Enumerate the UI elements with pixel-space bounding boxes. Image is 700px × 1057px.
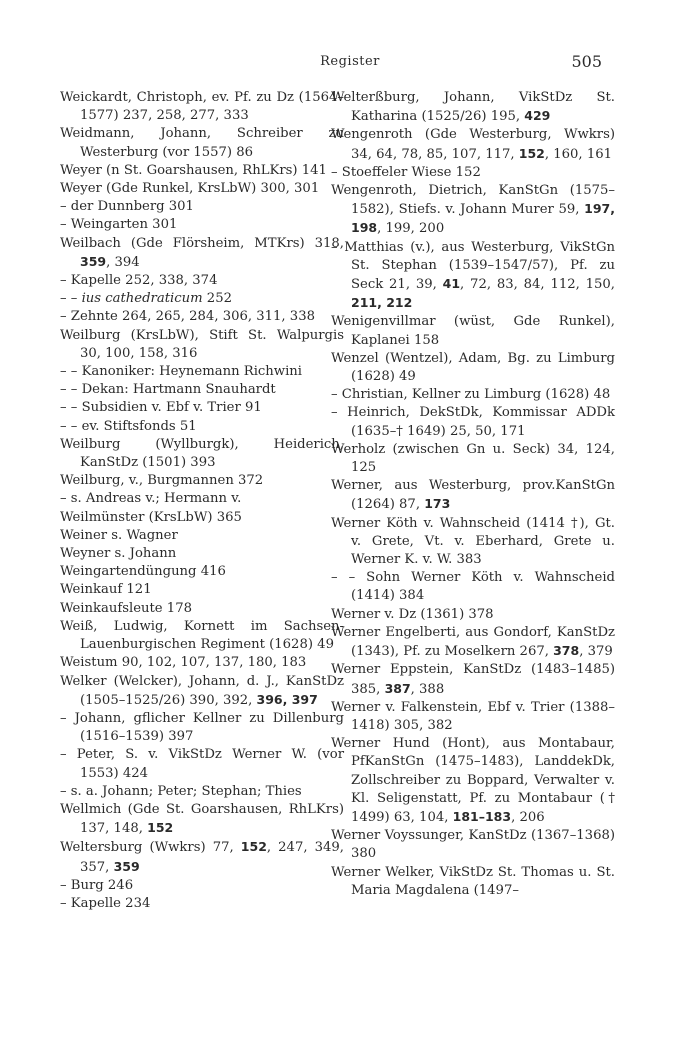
entry-text: – Matthias (v.), aus Westerburg, VikStGn St. Stephan (1539–1547/57), Pf. zu Seck 21, 39, xyxy=(331,239,615,293)
page-ref-bold: 152 xyxy=(240,839,267,855)
entry-text: – Zehnte 264, 265, 284, 306, 311, 338 xyxy=(60,309,315,325)
entry-text: – Heinrich, DekStDk, Kommissar ADDk (1635–† 1649) 25, 50, 171 xyxy=(331,405,615,439)
page-number: 505 xyxy=(571,52,602,71)
entry-text: – – ev. Stiftsfonds 51 xyxy=(60,418,197,434)
entry-text: Welterßburg, Johann, VikStDz St. Katharina (1525/26) 195, xyxy=(331,90,615,125)
index-entry xyxy=(60,746,344,782)
entry-text: Weinkauf 121 xyxy=(60,582,152,598)
index-entry xyxy=(60,180,344,198)
entry-text: – – Sohn Werner Köth v. Wahnscheid (1414) 384 xyxy=(331,570,615,604)
entry-text: Wengenroth, Dietrich, KanStGn (1575–1582), Stiefs. v. Johann Murer 59, xyxy=(331,183,615,218)
entry-text: , 160, 161 xyxy=(544,146,612,162)
index-entry xyxy=(60,563,344,581)
page-ref-bold: 378 xyxy=(553,643,580,659)
index-entry xyxy=(60,618,344,654)
page-ref-bold: 181–183 xyxy=(452,808,512,824)
entry-text: Weinkaufsleute 178 xyxy=(60,600,192,616)
index-entry xyxy=(60,600,344,618)
index-entry xyxy=(60,673,344,710)
entry-text: , 72, 83, 84, 112, 150, xyxy=(460,277,615,293)
entry-text: Werner Köth v. Wahnscheid (1414 †), Gt. v. Grete, Vt. v. Eberhard, Grete u. Werner K. v. W. 383 xyxy=(331,515,615,568)
index-entry xyxy=(60,363,344,381)
entry-text: Werner, aus Westerburg, prov.KanStGn (1264) 87, xyxy=(331,478,615,513)
index-entry xyxy=(331,164,615,182)
index-entry xyxy=(331,606,615,624)
index-entry xyxy=(60,838,344,876)
page-ref-bold: 429 xyxy=(524,108,551,124)
index-entry xyxy=(60,801,344,838)
entry-text: Werner Hund (Hont), aus Montabaur, PfKanStGn (1475–1483), LanddekDk, Zollschreiber zu Boppard, Verwalter v. Kl. Seligenstatt, Pf. zu Montabaur († 1499) 63, 104, xyxy=(331,736,615,825)
index-entry xyxy=(331,515,615,570)
entry-text: – – Kanoniker: Heynemann Richwini xyxy=(60,364,303,380)
entry-text: Wellmich (Gde St. Goarshausen, RhLKrs) 137, 148, xyxy=(60,801,344,837)
entry-text: Werner Eppstein, KanStDz (1483–1485) 385, xyxy=(331,662,615,697)
index-entry xyxy=(60,198,344,216)
index-entry xyxy=(331,182,615,239)
page-ref-bold: 41 xyxy=(442,276,461,292)
page-ref-bold: 211, 212 xyxy=(351,295,413,311)
entry-text: Weyer (Gde Runkel, KrsLbW) 300, 301 xyxy=(60,181,320,197)
index-entry xyxy=(60,399,344,417)
index-entry xyxy=(60,272,344,290)
index-entry xyxy=(331,313,615,349)
entry-text: – Weingarten 301 xyxy=(60,217,178,233)
entry-text: Weiß, Ludwig, Kornett im Sachsen-Lauenburgischen Regiment (1628) 49 xyxy=(60,618,344,653)
page-ref-bold: 173 xyxy=(424,496,451,512)
entry-text: – Burg 246 xyxy=(60,877,134,893)
index-entry xyxy=(60,509,344,527)
index-entry xyxy=(60,895,344,913)
entry-text: – Kapelle 252, 338, 374 xyxy=(60,273,218,289)
index-entry xyxy=(60,125,344,161)
index-entry xyxy=(60,710,344,746)
index-entry xyxy=(60,89,344,125)
index-entry xyxy=(60,418,344,436)
index-entry xyxy=(331,569,615,605)
index-entry xyxy=(331,404,615,440)
entry-text: Weilbach (Gde Flörsheim, MTKrs) 318, xyxy=(60,235,344,251)
index-entry xyxy=(60,581,344,599)
entry-text: Weilmünster (KrsLbW) 365 xyxy=(60,509,242,525)
index-entry xyxy=(331,735,615,827)
entry-text: – der Dunnberg 301 xyxy=(60,199,194,215)
entry-text: , 388 xyxy=(410,681,445,697)
running-header-title: Register xyxy=(320,54,380,69)
index-entry xyxy=(60,290,344,308)
entry-text: – s. a. Johann; Peter; Stephan; Thies xyxy=(60,783,302,799)
index-entry xyxy=(60,654,344,672)
entry-text: , 379 xyxy=(579,644,613,660)
entry-text: Weiner s. Wagner xyxy=(60,527,178,543)
index-entry xyxy=(60,327,344,363)
entry-text: Weidmann, Johann, Schreiber zu Westerburg (vor 1557) 86 xyxy=(60,126,344,160)
entry-text: – Johann, gflicher Kellner zu Dillenburg (1516–1539) 397 xyxy=(60,710,344,745)
entry-text: , 206 xyxy=(511,809,545,825)
index-entry xyxy=(331,661,615,698)
entry-text: Werner v. Dz (1361) 378 xyxy=(331,606,494,622)
entry-text: Werner Engelberti, aus Gondorf, KanStDz (1343), Pf. zu Moselkern 267, xyxy=(331,624,615,660)
index-entry xyxy=(60,545,344,563)
entry-text: Weltersburg (Wwkrs) 77, xyxy=(60,840,241,856)
entry-text: Werner Welker, VikStDz St. Thomas u. St. Maria Magdalena (1497– xyxy=(331,864,615,898)
entry-text: Weilburg (Wyllburgk), Heiderich, KanStDz (1501) 393 xyxy=(60,436,344,471)
index-entry xyxy=(331,827,615,863)
page-ref-bold: 387 xyxy=(384,680,411,696)
entry-text: Werholz (zwischen Gn u. Seck) 34, 124, 125 xyxy=(331,441,615,476)
index-entry xyxy=(331,441,615,477)
entry-text: , 199, 200 xyxy=(377,221,445,237)
entry-text: Weilburg (KrsLbW), Stift St. Walpurgis 30, 100, 158, 316 xyxy=(60,327,344,361)
page-ref-bold: 197, 198 xyxy=(351,201,615,236)
entry-text: 252 xyxy=(202,291,232,307)
entry-text: Welker (Welcker), Johann, d. J., KanStDz (1505–1525/26) 390, 392, xyxy=(60,673,344,708)
index-entry xyxy=(60,472,344,490)
index-entry xyxy=(331,126,615,163)
page-ref-bold: 396, 397 xyxy=(256,691,318,707)
index-entry xyxy=(60,381,344,399)
entry-text: – Christian, Kellner zu Limburg (1628) 48 xyxy=(331,387,611,403)
index-entry xyxy=(60,216,344,234)
index-entry xyxy=(331,699,615,735)
entry-text: Weingartendüngung 416 xyxy=(60,564,226,580)
entry-text: – Peter, S. v. VikStDz Werner W. (vor 1553) 424 xyxy=(60,747,344,781)
index-entry xyxy=(60,436,344,472)
index-entry xyxy=(331,239,615,314)
entry-text: Werner Voyssunger, KanStDz (1367–1368) 380 xyxy=(331,828,615,862)
index-entry xyxy=(60,490,344,508)
index-entry xyxy=(331,864,615,900)
index-entry xyxy=(60,308,344,326)
entry-text-italic: ius cathedraticum xyxy=(81,291,203,307)
index-entry xyxy=(60,527,344,545)
entry-text: – Stoeffeler Wiese 152 xyxy=(331,164,481,180)
entry-text: – – Subsidien v. Ebf v. Trier 91 xyxy=(60,400,262,416)
entry-text: Weilburg, v., Burgmannen 372 xyxy=(60,473,264,489)
entry-text: Wenzel (Wentzel), Adam, Bg. zu Limburg (1628) 49 xyxy=(331,350,615,385)
index-column-left xyxy=(60,89,344,913)
entry-text: Weistum 90, 102, 107, 137, 180, 183 xyxy=(60,655,307,671)
index-entry xyxy=(60,235,344,272)
entry-text: Werner v. Falkenstein, Ebf v. Trier (1388–1418) 305, 382 xyxy=(331,699,615,733)
entry-text: – – Dekan: Hartmann Snauhardt xyxy=(60,382,276,398)
entry-text: – Kapelle 234 xyxy=(60,895,151,911)
index-entry xyxy=(60,162,344,180)
index-entry xyxy=(331,350,615,386)
page-ref-bold: 152 xyxy=(147,820,174,836)
page-ref-bold: 152 xyxy=(518,145,545,161)
index-entry xyxy=(331,477,615,514)
entry-text: , 394 xyxy=(106,254,140,270)
entry-text: , 247, 349, 357, xyxy=(80,840,344,875)
index-column-right xyxy=(331,89,615,900)
entry-text: Weyner s. Johann xyxy=(60,546,177,562)
entry-text: Wenigenvillmar (wüst, Gde Runkel), Kaplanei 158 xyxy=(331,314,615,348)
index-entry xyxy=(60,783,344,801)
index-entry xyxy=(331,89,615,126)
index-entry xyxy=(331,624,615,661)
entry-text: – – xyxy=(60,291,82,307)
entry-text: – s. Andreas v.; Hermann v. xyxy=(60,491,242,507)
entry-text: Wengenroth (Gde Westerburg, Wwkrs) 34, 64, 78, 85, 107, 117, xyxy=(331,127,615,162)
entry-text: Weickardt, Christoph, ev. Pf. zu Dz (1564–1577) 237, 258, 277, 333 xyxy=(60,90,344,124)
page-ref-bold: 359 xyxy=(80,253,107,269)
index-entry xyxy=(331,386,615,404)
entry-text: Weyer (n St. Goarshausen, RhLKrs) 141 xyxy=(60,162,327,178)
index-entry xyxy=(60,877,344,895)
page-ref-bold: 359 xyxy=(113,858,140,874)
